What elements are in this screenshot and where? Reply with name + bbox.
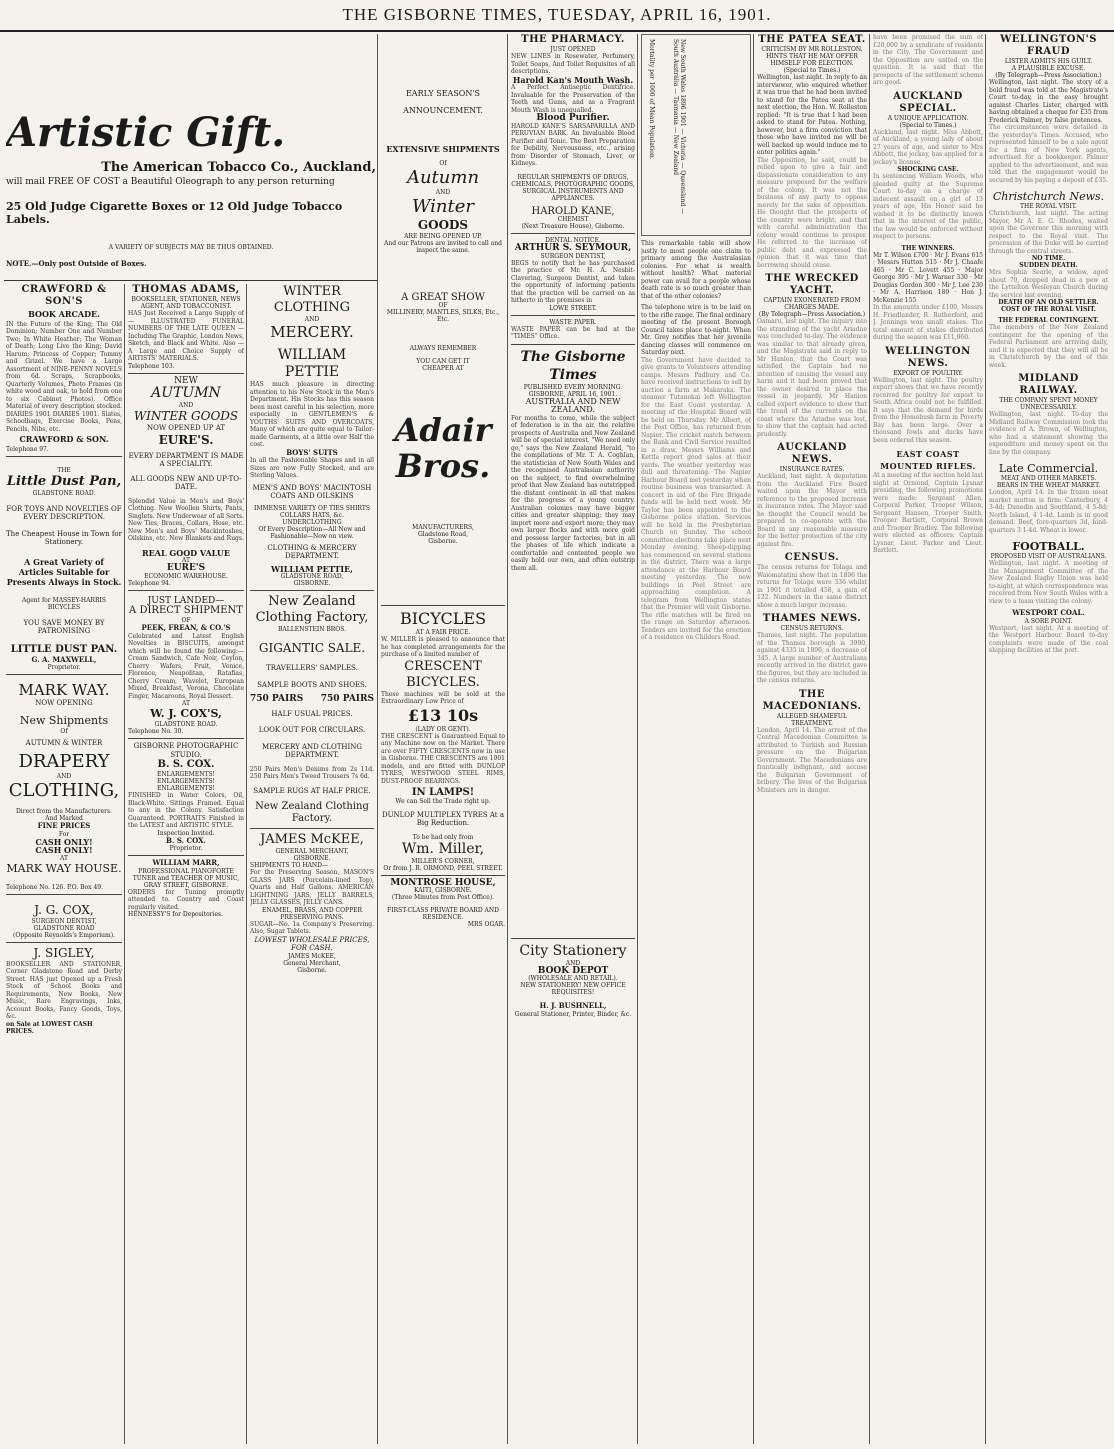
wrecked-l: (By Telegraph—Press Association.) <box>758 311 866 318</box>
eures-tel: Telephone 94. <box>128 579 171 587</box>
sigley-body: BOOKSELLER AND STATIONER, Corner Gladstone Road and Derby Street. HAS just Opened up a Fresh Stock of School Books and Requirements, New Books, New Music, Rare Engravings, Inks, Account Books, Fancy Goods, Toys, &c. <box>6 960 122 1020</box>
montrose-title: MONTROSE HOUSE, <box>390 877 496 888</box>
markway-l6: AND <box>56 773 72 780</box>
pharmacy-body2: A Perfect Antiseptic Dentifrice. Invaluable for the Preservation of the Teeth and Gums, and as a Fragrant Mouth Wash is unequalled. <box>511 84 635 114</box>
pettie-l5: Of Every Description—All New and Fashionable—Now on view. <box>258 525 366 540</box>
column-3 <box>250 284 374 1444</box>
marr-body: ORDERS for Tuning promptly attended to. Country and Coast regularly visited. <box>128 888 244 911</box>
early-l10: OF <box>438 302 448 309</box>
eures-l3: REAL GOOD VALUE <box>142 547 230 558</box>
early-l7: ARE BEING OPENED UP. <box>404 232 482 240</box>
patea-l1: HINTS THAT HE MAY OFFER HIMSELF FOR ELECTION. <box>766 53 858 67</box>
photo-l3: B. S. COX. <box>166 835 206 845</box>
nzf-l6: 250 Pairs Men's Denims from 2s 11d. 250 Pairs Men's Tweed Trousers 7s 6d. <box>250 765 374 780</box>
ch-l5: DEATH OF AN OLD SETTLER. <box>998 299 1099 306</box>
eures-and: AND <box>178 402 194 409</box>
jgcox-addr: GLADSTONE ROAD <box>33 924 95 932</box>
bicycles-l3: (LADY OR GENT). <box>415 725 471 733</box>
dustpan-l4: Agent for MASSEY-HARRIS BICYCLES <box>22 596 106 611</box>
early-l13: YOU CAN GET IT <box>416 358 470 365</box>
patea-body: Wellington, last night. In reply to an interviewer, who enquired whether it was true that he had been invited to stand for the Patea seat at the next election, the Hon. W. Rolleston replied: "It is true that I had been asked to stand for Patea. Nothing, however, but a firm conviction that those who have invited me will be well backed up would induce me to enter politics again." <box>757 74 867 156</box>
pharmacy-l12: WASTE PAPER. <box>549 318 597 326</box>
bicycles-price: £13 10s <box>407 705 479 725</box>
markway-l1: NOW OPENING <box>35 699 93 707</box>
artistic-title: Artistic Gift. <box>6 109 286 156</box>
markway-l3: Of <box>60 727 68 735</box>
sigley-title: J. SIGLEY, <box>33 945 95 960</box>
markway-l7: CLOTHING, <box>8 780 120 801</box>
pharmacy-l5: HAROLD KANE, <box>531 205 615 217</box>
nzf-title: New Zealand Clothing Factory, <box>255 594 369 625</box>
early-l14: CHEAPER AT <box>422 365 464 372</box>
mac-title: THE MACEDONIANS. <box>762 688 862 712</box>
dustpan-l6: LITTLE DUST PAN. <box>10 643 118 655</box>
gt-city4: (WHOLESALE AND RETAIL). <box>528 975 618 982</box>
fed-title: THE FEDERAL CONTINGENT. <box>998 317 1099 324</box>
bicycles-l1: AT A FAIR PRICE. <box>415 629 471 636</box>
pettie-title: WINTER CLOTHING <box>273 284 351 315</box>
special-winners-list: Mr T. Wilson £700 · Mr J. Evans 615 · Messrs Hutton 515 · Mr J. Chaafe 465 · Mr C. Lovett 455 · Major George 395 · Mr J. Warner 330 · Mr Douglas Gordon 300 · Mr J. Lee 230 · Mr A. Harrison 180 · Hon J. McKenzie 155 <box>873 251 983 304</box>
pettie-l1: BOYS' SUITS <box>286 447 338 457</box>
montrose-sub: KAITI, GISBORNE. <box>414 887 472 894</box>
special-l1: (Special to Times.) <box>899 121 957 129</box>
dustpan-l7: G. A. MAXWELL, <box>31 654 97 664</box>
eures-new: NEW <box>174 375 198 386</box>
adams-body: HAS Just Received a Large Supply of — ILLUSTRATED FUNERAL NUMBERS OF THE LATE QUEEN — Including The Graphic, London News, Sketch, and Black and White. Also — A Large and Choice Supply of ARTISTS' MATERIALS. <box>128 310 244 362</box>
gt-city6: H. J. BUSHNELL, <box>539 1001 607 1010</box>
fraud-l1: A PLAUSIBLE EXCUSE. <box>1011 65 1086 72</box>
thames-sub: CENSUS RETURNS. <box>780 625 844 632</box>
ch-l4: SUDDEN DEATH. <box>1019 262 1078 269</box>
bicycles-title: BICYCLES <box>399 609 487 628</box>
gt-l1: PUBLISHED EVERY MORNING. <box>523 383 623 391</box>
census-body: This remarkable table will show justly to most people one claim to primacy among the Australasian colonies. For what is wealth without health? What material power can avail for a people whose death rate is so much greater than that of the other colonies? <box>641 240 751 300</box>
gt-city7: General Stationer, Printer, Binder, &c. <box>514 1010 632 1018</box>
lc-sub: MEAT AND OTHER MARKETS. <box>1000 475 1097 482</box>
eures-l6: ECONOMIC WAREHOUSE. <box>144 572 228 580</box>
nzf-p2: 750 PAIRS <box>320 694 374 704</box>
eures-l1: EVERY DEPARTMENT IS MADE A SPECIALITY. <box>128 451 244 468</box>
montrose-l2: FIRST-CLASS PRIVATE BOARD AND RESIDENCE. <box>387 907 499 921</box>
photo-l4: Proprietor. <box>169 845 203 852</box>
gt-city: City Stationery <box>519 942 627 959</box>
wn-sub: EXPORT OF POULTRY. <box>893 369 963 377</box>
pharmacy-body3: HAROLD KANE'S SARSAPARILLA AND PERUVIAN BARK. An Invaluable Blood Purifier and Tonic. The Best Preparation for Debility, Nervousness, etc., arising from Disorder of Stomach, Liver, or Kidneys. <box>511 122 635 167</box>
mid-title: MIDLAND RAILWAY. <box>1018 373 1079 396</box>
marr-footer: HENNESSY'S for Depositories. <box>128 911 224 918</box>
early-l11: MILLINERY, MANTLES, SILKS, Etc., Etc. <box>386 309 500 323</box>
bicycles-l2: CRESCENT BICYCLES. <box>404 658 482 690</box>
bicycles-body3: THE CRESCENT is Guaranteed Equal to any Machine now on the Market. There are over FIFTY CRESCENTS now in use in Gisborne. THE CRESCENTS are 1901 models, and are fitted with DUNLOP TYRES, WESTWOOD STEEL RIMS, DUST-PROOF BEARINGS. <box>381 732 505 785</box>
nzf-p1: 750 PAIRS <box>250 694 304 704</box>
artistic-offer: will mail FREE OF COST a Beautiful Oleograph to any person returning <box>6 177 335 187</box>
eures-name: EURE'S. <box>158 432 214 447</box>
markway-tel: Telephone No. 126. P.O. Box 49. <box>6 883 103 891</box>
census-body2: The telephone wire is to be laid on to the rifle range. The final ordinary meeting of the present Borough Council takes place to-night. When Mr. Grey notifies that her juvenile dancing classes will commence on Saturday next. <box>641 304 751 356</box>
nzf-l8: New Zealand Clothing Factory. <box>255 801 369 824</box>
markway-title: MARK WAY. <box>18 681 110 699</box>
early-l5: Winter <box>411 195 475 217</box>
column-7: THE PATEA SEAT. CRITICISM BY MR ROLLESTON. HINTS THAT HE MAY OFFER HIMSELF FOR ELECTION. (Special to Times.) Wellington, last night. In reply to an interviewer, who enquired whether it was true that he had been invited to stand for the Patea seat at the next election, the Hon. W. Rolleston replied: "It is true that I had been asked to stand for Patea. Nothing, however, but a firm conviction that those who have invited me will be well backed up would induce me to enter politics again." The Opposition, he said, could be relied upon to give a fair and dispassionate consideration to any measure proposed for the welfare of the colony. It was not the business of any party to oppose merely for the sake of opposition. He thought that the prospects of the country were bright, and that with careful administration the colony would continue to prosper. He referred to the increase of public debt and expressed the opinion that it was time that borrowing should cease. THE WRECKED YACHT. CAPTAIN EXONERATED FROM CHARGES MADE. (By Telegraph—Press Association.) Oamaru, last night. The inquiry into the stranding of the yacht Ariadne was concluded to-day. The evidence was similar to that already given, and the Magistrate said in reply to Mr Hanlon, that the Court was satisfied the Captain had no intention of causing the vessel any harm and it had been proved that the owner desired to place the vessel in jeopardy. Mr Hanlon called expert evidence to show that the trend of the currents on the coast where the Ariadne was lost, to show that the captain had acted prudently. AUCKLAND NEWS. INSURANCE RATES. Auckland, last night. A deputation from the Auckland Fire Board waited upon the Mayor with reference to the proposed increase in insurance rates. The Mayor said he thought the Council would be prepared to co-operate with the Board in any reasonable measure for the better protection of the city against fire. CENSUS. The census returns for Tolaga and Waiomatatini show that in 1896 the returns for Tolaga were 336 whilst in 1901 it totalled 458, a gain of 122. Numbers in the same district show a much larger increase. THAMES NEWS. CENSUS RETURNS. Thames, last night. The population of the Thames borough is 3990, against 4335 in 1896, a decrease of 345. A large number of Australians recently arrived in the district gave the figures, but they are included in the census returns. THE MACEDONIANS. ALLEGED SHAMEFUL TREATMENT. London, April 14. The arrest of the Central Macedonian Committee is attributed to Turkish and Russian pressure on the Bulgarian Government. The Macedonians are frantically indignant, and accuse the Bulgarian Government of bribery. The lives of the Bulgarian Ministers are in danger. <box>757 34 867 794</box>
bicycles-body: W. MILLER is pleased to announce that he has completed arrangements for the purchase of a limited number of <box>381 636 505 658</box>
pharmacy-l7: (Next Treasure House), Gisborne. <box>521 223 625 230</box>
lc-title: Late Commercial. <box>998 462 1099 475</box>
pettie-name: WILLIAM <box>277 347 347 363</box>
fraud-body: Wellington, last night. The story of a bold fraud was told at the Magistrate's Court to-day, in the easy brought against Charles Lister, charged with having obtained a cheque for £35 from Frederick Palmer, by false pretences. <box>989 79 1108 124</box>
photo-body: FINISHED in Water Colors, Oil, Black-White. Sittings Framed. Equal to any in the Colony. Satisfaction Guaranteed. PORTRAITS Finished in the LATEST and ARTISTIC STYLE. <box>128 792 244 829</box>
mckee-l2: ENAMEL, BRASS, AND COPPER PRESERVING PANS. <box>261 906 363 921</box>
pharmacy-body: NEW LINES in Rosewater, Perfumery, Toilet Soaps, And Toilet Requisites of all descriptions. <box>511 53 635 75</box>
photo-l1: ENLARGEMENTS! ENLARGEMENTS! ENLARGEMENTS! <box>157 771 215 792</box>
early-l12: ALWAYS REMEMBER <box>409 345 477 352</box>
pharmacy-l9: ARTHUR S. SEYMOUR, <box>514 243 632 253</box>
pettie-body: HAS much pleasure in directing attention to his New Stock in the Men's Department. His Stocks has this season been most careful in his selection, more especially in GENTLEMEN'S & YOUTHS' SUITS AND OVERCOATS, Many of which are quite equal to Tailor-made Garments, at a little over Half the cost. <box>250 381 374 448</box>
coast-title: EAST COAST MOUNTED RIFLES. <box>880 449 976 471</box>
pharmacy-l8: DENTAL NOTICE. <box>545 237 601 244</box>
ch-title: Christchurch News. <box>992 190 1105 203</box>
pharmacy-l6: CHEMIST <box>557 216 589 223</box>
dustpan-addr: GLADSTONE ROAD. <box>32 489 96 497</box>
mac-sub: ALLEGED SHAMEFUL TREATMENT. <box>777 712 847 727</box>
nzf-l7: SAMPLE RUGS AT HALF PRICE. <box>253 786 371 795</box>
markway-l10: FINE PRICES <box>37 821 91 830</box>
auck-title: AUCKLAND NEWS. <box>777 442 847 465</box>
nzf-l2: SAMPLE BOOTS AND SHOES. <box>257 680 367 689</box>
wn-title: WELLINGTON NEWS. <box>885 345 971 369</box>
photo-title: GISBORNE PHOTOGRAPHIC STUDIO. <box>133 742 239 759</box>
landed-l5: W. J. COX'S, <box>150 707 222 720</box>
auck-sub: INSURANCE RATES. <box>779 466 845 473</box>
bicycles-l9: MILLER'S CORNER, <box>411 857 475 865</box>
landed-l3: PEEK, FREAN, & CO.'S <box>141 623 231 632</box>
pettie-l8: GLADSTONE ROAD, <box>280 573 344 580</box>
bicycles-body2: These machines will be sold at the Extraordinary Low Price of <box>381 690 505 705</box>
pettie-l9: GISBORNE. <box>293 580 331 587</box>
mckee-l3: SUGAR—No. 1a Company's Preserving. Also, Sugar Tablets. <box>250 920 374 935</box>
nzf-addr: BALLENSTEIN BROS. <box>277 626 346 633</box>
landed-l2: OF <box>181 617 191 624</box>
bicycles-l5: We can Sell the Trade right up. <box>395 797 491 805</box>
artistic-variety: A VARIETY OF SUBJECTS MAY BE THUS OBTAINED. <box>108 244 274 251</box>
adams-title: THOMAS ADAMS, <box>132 284 240 295</box>
artistic-company: The American Tobacco Co., Auckland, <box>101 160 376 175</box>
special-sub: A UNIQUE APPLICATION. <box>887 114 969 122</box>
bicycles-l7: To be had only from <box>412 833 474 841</box>
gt-city2: AND <box>565 959 581 967</box>
early-l2: Of <box>439 159 447 167</box>
pettie-mercery: MERCERY. <box>270 323 354 341</box>
special-title: AUCKLAND SPECIAL. <box>893 90 963 114</box>
mckee-l4: LOWEST WHOLESALE PRICES, FOR CASH. <box>254 935 370 952</box>
masthead: THE GISBORNE TIMES, TUESDAY, APRIL 16, 1901. <box>0 0 1114 32</box>
marr-addr: GRAY STREET, GISBORNE. <box>143 881 229 889</box>
markway-l8: Direct from the Manufacturers. <box>15 808 112 815</box>
gt-l2: GISBORNE, APRIL 16, 1901. <box>528 390 618 398</box>
nzf-l5: MERCERY AND CLOTHING DEPARTMENT. <box>262 742 362 759</box>
pettie-l2: In all the Fashionable Shapes and in all Sizes are now Fully Stocked, and are Sterling Values. <box>250 457 374 479</box>
dustpan-l2: The Cheapest House in Town for Stationery. <box>6 529 122 546</box>
mckee-body: For the Preserving Season, MASON'S GLASS JARS (Porcelain-lined Top), Quarts and Half Gallons. AMERICAN LIGHTNING JARS, JELLY BARRELS, JELLY GLASSES, JELLY CANS. <box>250 869 374 906</box>
markway-l11: For <box>58 830 70 838</box>
special-winners: THE WINNERS. <box>901 244 955 252</box>
early-l8: And our Patrons are invited to call and inspect the same. <box>384 239 502 254</box>
sigley-footer: on Sale at LOWEST CASH PRICES. <box>6 1020 93 1035</box>
crawford-footer: CRAWFORD & SON. <box>19 434 109 444</box>
pharmacy-l1: JUST OPENED <box>550 46 596 53</box>
eures-l2: ALL GOODS NEW AND UP-TO-DATE. <box>130 474 242 491</box>
wc-title: WESTPORT COAL. <box>1012 608 1085 617</box>
early-l1: EXTENSIVE SHIPMENTS <box>386 144 500 154</box>
jgcox-sub: SURGEON DENTIST, <box>31 917 97 925</box>
early-brand: Adair Bros. <box>394 411 492 485</box>
pharmacy-title: THE PHARMACY. <box>521 34 625 45</box>
mid-sub: THE COMPANY SPENT MONEY UNNECESSARILY. <box>999 397 1098 411</box>
lc-sub2: BEARS IN THE WHEAT MARKET. <box>996 482 1101 489</box>
wc-sub: A SORE POINT. <box>1024 617 1073 625</box>
pharmacy-l3: Blood Purifier. <box>536 113 610 123</box>
artistic-boxes: 25 Old Judge Cigarette Boxes or 12 Old Judge Tobacco Labels. <box>6 200 343 226</box>
mckee-l6: General Merchant, <box>283 959 341 967</box>
ch-sub: THE ROYAL VISIT. <box>1020 203 1077 210</box>
dustpan-the: THE <box>57 466 71 474</box>
eures-winter: WINTER GOODS <box>133 409 239 423</box>
crawford-sub: BOOK ARCADE. <box>28 309 100 319</box>
census-l1: Mortality per 1000 of Mean Population. <box>648 39 655 160</box>
montrose-l3: MRS OGAR. <box>467 921 505 928</box>
dustpan-l5: YOU SAVE MONEY BY PATRONISING <box>23 618 105 635</box>
mckee-l7: Gisborne. <box>297 966 327 974</box>
fraud-title: WELLINGTON'S FRAUD <box>1000 34 1097 57</box>
early-title: EARLY SEASON'S <box>405 89 481 98</box>
crawford-title: CRAWFORD & SON'S <box>21 284 107 307</box>
pettie-l7: WILLIAM PETTIE, <box>271 563 353 574</box>
nzf-l3: HALF USUAL PRICES. <box>271 709 353 718</box>
landed-title: JUST LANDED— <box>147 595 225 606</box>
landed-addr: GLADSTONE ROAD. <box>154 721 218 728</box>
column-6: Mortality per 1000 of Mean Population. New South Wales 1896 1901 — Victoria — Queensland — South Australia — Tasmania — New Zealand This remarkable table will show justly to most people one claim to primacy among the Australasian colonies. For what is wealth without health? What material power can avail for a people whose death rate is so much greater than that of the other colonies? The telephone wire is to be laid on to the rifle range. The final ordinary meeting of the present Borough Council takes place to-night. When Mr. Grey notifies that her juvenile dancing classes will commence on Saturday next. The Government have decided to give grants to Volunteers attending camps. Messrs Padbury and Co. have received instructions to sell by auction a farm at Makaraka. The steamer Tutanekai left Wellington for the East Coast yesterday. A meeting of the Hospital Board will be held on Thursday. Mr Albert, of the Post Office, has returned from Napier. The cricket match between the Bank and Civil Service resulted in a draw. Messrs Williams and Kettle report good sales at their yards. The weather yesterday was dull and threatening. The Napier Harbour Board met yesterday when routine business was transacted. A concert in aid of the Fire Brigade funds will be held next week. Mr Taylor has been appointed to the Gisborne police station. Services will be held in the Presbyterian Church on Sunday. The school committee elections take place next Monday evening. Sheep-dipping has commenced on several stations in the district. There was a large attendance at the Harbour Board meeting yesterday. The new buildings in Peel Street are approaching completion. A telegram from Wellington states that the Premier will visit Gisborne. The rifle matches will be fired on the range on Saturday afternoon. Tenders are invited for the erection of a residence on Childers Road. <box>641 34 751 1444</box>
bicycles-l10: Or from J. R. ORMOND, PEEL STREET. <box>383 864 503 872</box>
markway-l13: CASH ONLY! <box>35 845 93 855</box>
pharmacy-l11: LOWE STREET. <box>549 304 597 312</box>
thames-title: THAMES NEWS. <box>762 613 862 624</box>
early-l15: MANUFACTURERS, <box>412 524 474 531</box>
adams-tel: Telephone 103. <box>128 362 175 370</box>
eures-l4: AT <box>181 557 190 564</box>
eures-l5: EURE'S <box>166 563 206 573</box>
mckee-addr: GISBORNE. <box>293 855 331 862</box>
bicycles-l6: DUNLOP MULTIPLEX TYRES At a Big Reduction. <box>381 810 505 827</box>
early-l3: Autumn <box>406 166 480 188</box>
adams-sub: BOOKSELLER, STATIONER, NEWS AGENT, AND TOBACCONIST. <box>131 296 241 310</box>
nzf-l4: LOOK OUT FOR CIRCULARS. <box>258 726 366 734</box>
artistic-note: NOTE.—Only post Outside of Boxes. <box>6 259 147 268</box>
eures-body: Splendid Value in Men's and Boys' Clothing. New Woollen Shirts, Pants, Singlets. New Underwear of all Sorts. New Ties, Braces, Collars, Hose, etc. New Men's and Boys' Mackintoshes, Oilskins, etc. New Blankets and Rugs. <box>128 497 244 542</box>
pharmacy-l13: WASTE PAPER can be had at the "TIMES" Office. <box>511 325 635 340</box>
markway-l15: MARK WAY HOUSE. <box>6 861 122 875</box>
fraud-sub: LISTER ADMITS HIS GUILT. <box>1004 58 1093 65</box>
early-l9: A GREAT SHOW <box>401 291 485 303</box>
pettie-l4: IMMENSE VARIETY OF TIES SHIRTS COLLARS HATS, &c. UNDERCLOTHING <box>253 504 371 526</box>
column-5 <box>511 34 635 1444</box>
markway-l12: CASH ONLY! <box>35 836 93 847</box>
gt-city5: NEW STATIONERY! NEW OFFICE REQUISITES! <box>520 982 626 996</box>
gt-body: For months to come, while the subject of federation is in the air, the relative prospects of Australia and New Zealand will be of special interest. "We need only go," says the New Zealand Herald, "to the compilations of Mr. T. A. Coghlan, the statistician of New South Wales and the recognised Australasian authority on the subject, to find overwhelming proof that New Zealand has outstripped the distant continent in all that makes for the progress of a young country. Australian colonies may have bigger cities and greater shipping; they may import more and export more; they may own larger flocks and with more gold and possess larger factories; but in all the phases of life which indicate a comfortable and contented people we easily hold our own, and often outstrip them all. <box>511 414 635 572</box>
eures-autumn: AUTUMN <box>151 385 221 401</box>
census-table <box>641 34 751 236</box>
nzf-sale: GIGANTIC SALE. <box>258 641 366 655</box>
pettie-and: AND <box>304 316 320 323</box>
census-title: CENSUS. <box>784 552 840 563</box>
fraud-l2: (By Telegraph—Press Association.) <box>995 72 1102 79</box>
early-sub: ANNOUNCEMENT. <box>403 105 483 115</box>
markway-l14: AT <box>59 854 68 862</box>
ch-l3: NO TIME. <box>1031 255 1066 262</box>
early-l4: AND <box>435 188 451 196</box>
marr-sub: PROFESSIONAL PIANOFORTE TUNER and TEACHER OF MUSIC, <box>132 867 240 882</box>
gt-city3: BOOK DEPOT <box>537 965 609 976</box>
dustpan-l1: FOR TOYS AND NOVELTIES OF EVERY DESCRIPTION. <box>6 504 122 521</box>
markway-l5: DRAPERY <box>18 751 110 772</box>
mckee-sub: GENERAL MERCHANT, <box>275 848 349 855</box>
markway-l2: New Shipments <box>19 713 109 727</box>
column-1 <box>6 284 122 1444</box>
pettie-l3: MEN'S AND BOYS' MACINTOSH COATS AND OILSKINS <box>252 483 372 500</box>
column-2 <box>128 284 244 1444</box>
special-shock: SHOCKING CASE. <box>897 166 959 173</box>
census-rows: New South Wales 1896 1901 — Victoria — Queensland — South Australia — Tasmania — New Zealand <box>672 39 686 215</box>
mckee-l1: SHIPMENTS TO HAND— <box>250 862 328 869</box>
dustpan-title: Little Dust Pan, <box>6 473 122 489</box>
column-4 <box>381 34 505 1444</box>
jgcox-title: J. G. COX, <box>34 902 94 917</box>
artistic-gift-ad <box>6 36 376 276</box>
patea-title: THE PATEA SEAT. <box>758 34 866 45</box>
crawford-body: IN the Future of the King; The Old Dominion; Number One and Number Two; In White Heather; The Woman of Death; Long Live the King; David Harum; Princess of Copper; Tommy and Grizel. We have a Large Assortment of NINE-PENNY NOVELS from 6d. Scraps, Scrapbooks, Quarterly Volumes, Photo Frames (in white wood and oak, to hold from one to six Cabinet Photos). Office Material of every description stocked. DIARIES 1901 DIARIES 1901. Slates, Schoolbags, Exercise Books, Pens, Pencils, Nibs, etc. <box>6 320 122 433</box>
mckee-title: JAMES McKEE, <box>260 832 364 847</box>
wrecked-title: THE WRECKED YACHT. <box>765 273 859 296</box>
pharmacy-body4: BEGS to notify that he has purchased the practice of Mr. H. A. Nesbit-Clavering, Surgeon Dentist, and takes the opportunity of informing patients that the practice will be carried on as hitherto in the premises in <box>511 259 635 304</box>
early-l6: GOODS <box>417 217 469 232</box>
pettie-l6: CLOTHING & MERCERY DEPARTMENT. <box>267 543 357 560</box>
photo-l2: Inspection Invited. <box>157 829 215 837</box>
landed-l1: A DIRECT SHIPMENT <box>129 605 243 616</box>
pettie-name2: PETTIE <box>284 364 340 380</box>
eures-opened: NOW OPENED UP AT <box>146 424 226 432</box>
landed-tel: Telephone No. 30. <box>128 728 184 735</box>
ch-l6: COST OF THE ROYAL VISIT. <box>1001 306 1096 313</box>
crawford-tel: Telephone 97. <box>6 445 49 453</box>
fb-title: FOOTBALL. <box>1012 540 1085 553</box>
patea-l2: (Special to Times.) <box>783 67 841 74</box>
bicycles-l8: Wm. Miller, <box>401 840 485 857</box>
gt-title: The Gisborne Times <box>520 348 626 383</box>
pharmacy-l4: REGULAR SHIPMENTS OF DRUGS, CHEMICALS, PHOTOGRAPHIC GOODS, SURGICAL INSTRUMENTS AND APPLIANCES. <box>511 173 635 202</box>
photo-name: B. S. COX. <box>157 759 215 770</box>
landed-body: Celebrated and Latest English Novelties in BISCUITS, amongst which will be found the following:— Cream Sandwich, Cafe Noir, Ceylon, Cherry Wafers, Fruit, Venice, Florence, Neapolitan, Ratafias, Cherry Cream, Wavelet, European Mixed, Breakfast, Verona, Chocolate Finger, Macaroons, Royal Dessert. <box>128 632 244 700</box>
gt-l3: AUSTRALIA AND NEW ZEALAND. <box>525 396 621 414</box>
patea-sub: CRITICISM BY MR ROLLESTON. <box>761 46 863 53</box>
nzf-l1: TRAVELLERS' SAMPLES. <box>266 664 358 672</box>
pharmacy-l2: Harold Kan's Mouth Wash. <box>512 74 634 85</box>
pharmacy-l10: SURGEON DENTIST, <box>540 252 606 260</box>
dustpan-l3: A Great Variety of Articles Suitable for Presents Always in Stock. <box>6 556 122 587</box>
marr-title: WILLIAM MARR, <box>152 858 220 867</box>
wrecked-sub: CAPTAIN EXONERATED FROM CHARGES MADE. <box>763 297 861 311</box>
markway-l4: AUTUMN & WINTER <box>25 738 103 747</box>
early-l17: Gisborne. <box>428 538 458 545</box>
fb-sub: PROPOSED VISIT OF AUSTRALIANS. <box>990 553 1107 560</box>
mckee-l5: JAMES McKEE, <box>288 952 336 960</box>
markway-l9: And Marked <box>45 815 83 822</box>
landed-l4: AT <box>181 700 190 707</box>
bicycles-l4: IN LAMPS! <box>411 787 475 798</box>
dustpan-l8: Proprietor. <box>47 664 81 671</box>
montrose-l1: (Three Minutes from Post Office). <box>391 894 495 901</box>
column-8: have been promised the sum of £20,000 by a syndicate of residents in the City. The Government and the Opposition are united on the question. It is said that the prospects of the settlement scheme are good. AUCKLAND SPECIAL. A UNIQUE APPLICATION. (Special to Times.) Auckland, last night. Miss Abbott, of Auckland, a young lady of about 27 years of age, and sister to Mrs Abbott, the jockey, has applied for a jockey's license. SHOCKING CASE. In sentencing William Woods, who pleaded guilty at the Supreme Court to-day on a charge of indecent assault on a girl of 13 years of age, His Honor said he wished it to be distinctly known that in the interest of the public, the law would be enforced without respect to persons. THE WINNERS. Mr T. Wilson £700 · Mr J. Evans 615 · Messrs Hutton 515 · Mr J. Chaafe 465 · Mr C. Lovett 455 · Major George 395 · Mr J. Warner 330 · Mr Douglas Gordon 300 · Mr J. Lee 230 · Mr A. Harrison 180 · Hon J. McKenzie 155 In the amounts under £100, Messrs H. Friedlander, R. Rutherford, and J. Jennings won small stakes. The total amount of stakes distributed during the season was £11,960. WELLINGTON NEWS. EXPORT OF POULTRY. Wellington, last night. The poultry export shows that we have recently received for poultry for export to South Africa could not be fulfilled. It says that the demand for birds from the Homebush farm in Poverty Bay has been large. Over a thousand fowls and ducks have been ordered this season. EAST COAST MOUNTED RIFLES. At a meeting of the section held last night at Ormond, Captain Lysnar presiding, the following promotions were made: Sergeant Allen, Corporal Parker, Trooper Wilson, Sergeant Hansen, Trooper Smith, Trooper Bartlett, Corporal Brown and Trooper Bradley. The following were elected as officers: Captain Lysnar, Lieut. Parker and Lieut. Bartlett. <box>873 34 983 554</box>
jgcox-note: (Opposite Reynolds's Emporium). <box>13 931 115 939</box>
early-l16: Gladstone Road, <box>417 531 468 538</box>
column-9: WELLINGTON'S FRAUD LISTER ADMITS HIS GUILT. A PLAUSIBLE EXCUSE. (By Telegraph—Press Association.) Wellington, last night. The story of a bold fraud was told at the Magistrate's Court to-day, in the easy brought against Charles Lister, charged with having obtained a cheque for £35 from Frederick Palmer, by false pretences. The circumstances were detailed in the yesterday's Times. Accused, who represented himself to be a sale agent for a firm of New York agents, advertised for a bookkeeper. Palmer applied to the advertisement, and was told that the engagement would be secured by his paying a deposit of £35. Christchurch News. THE ROYAL VISIT. Christchurch, last night. The acting Mayor, Mr A. E. G. Rhodes, waited upon the Governor this morning with respect to the Royal visit. The procession of the Duke will be carried through the central streets. NO TIME. SUDDEN DEATH. Mrs Sophia Searle, a widow, aged about 70, dropped dead in a pew at the Lyttelton Wesleyan Church during the service last evening. DEATH OF AN OLD SETTLER. COST OF THE ROYAL VISIT. THE FEDERAL CONTINGENT. The members of the New Zealand contingent for the opening of the Federal Parliament are arriving daily, and it is expected that they will all be in Christchurch by the end of this week. MIDLAND RAILWAY. THE COMPANY SPENT MONEY UNNECESSARILY. Wellington, last night. To-day the Midland Railway Commission took the evidence of A. Brown, of Wellington, who had a statement showing the expenditure and money spent on the line by the company. Late Commercial. MEAT AND OTHER MARKETS. BEARS IN THE WHEAT MARKET. London, April 14. In the frozen meat market mutton is firm: Canterbury, 4 3-4d; Dunedin and Southland, 4 5-8d; North Island, 4 1-4d. Lamb is in good demand. Beef, fore-quarters 3d, hind-quarters 3 1-4d. Wheat is lower. FOOTBALL. PROPOSED VISIT OF AUSTRALIANS. Wellington, last night. A meeting of the Management Committee of the New Zealand Rugby Union was held to-night, at which correspondence was received from New South Wales with a view to a team visiting the colony. WESTPORT COAL. A SORE POINT. Westport, last night. At a meeting of the Westport Harbour Board to-day complaints were made of the coal shipping facilities at the port. <box>989 34 1108 654</box>
